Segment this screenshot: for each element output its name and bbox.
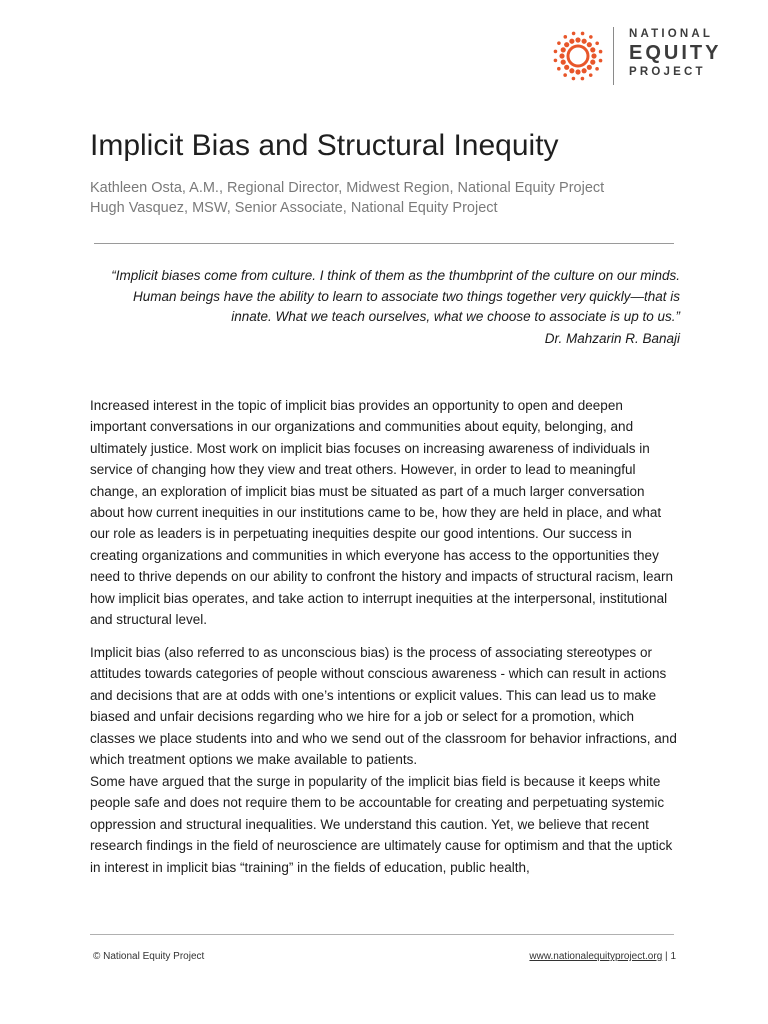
logo-line-national: NATIONAL bbox=[629, 28, 714, 40]
website-link[interactable]: www.nationalequityproject.org bbox=[529, 951, 663, 962]
footer-right bbox=[529, 951, 676, 962]
author-line-2: Hugh Vasquez, MSW, Senior Associate, National Equity Project bbox=[90, 200, 498, 216]
body-paragraph-1: Increased interest in the topic of implicit bias provides an opportunity to open and deepen important conversations in our organizations and communities about equity, belonging, and ultimately justice. Most work on implicit bias focuses on increasing awareness of individuals in service of changing how they view and treat others. However, in order to lead to meaningful change, an exploration of implicit bias must be situated as part of a much larger conversation about how current inequities in our institutions came to be, how they are held in place, and what our role as leaders is in perpetuating inequities despite our good intentions. Our success in creating organizations and communities in which everyone has access to the opportunities they need to thrive depends on our ability to confront the history and impacts of structural racism, learn how implicit bias operates, and take action to interrupt inequities at the interpersonal, institutional and structural level. bbox=[90, 398, 674, 628]
footer-divider bbox=[90, 934, 674, 935]
header-divider bbox=[94, 243, 674, 244]
document-title: Implicit Bias and Structural Inequity bbox=[90, 129, 559, 162]
quote-attribution: Dr. Mahzarin R. Banaji bbox=[544, 331, 680, 346]
logo-divider bbox=[613, 27, 614, 85]
footer-copyright: © National Equity Project bbox=[93, 951, 205, 962]
organization-logo bbox=[552, 27, 732, 87]
page-number: 1 bbox=[670, 951, 676, 962]
logo-line-equity: EQUITY bbox=[629, 42, 722, 64]
author-line-1: Kathleen Osta, A.M., Regional Director, Midwest Region, National Equity Project bbox=[90, 180, 605, 196]
logo-wordmark bbox=[629, 27, 739, 79]
footer-separator: | bbox=[665, 951, 668, 962]
body-paragraph-2: Implicit bias (also referred to as unconscious bias) is the process of associating stereotypes or attitudes towards categories of people without conscious awareness - which can result in actions and decisions that are at odds with one’s intentions or explicit values. This can lead us to make biased and unfair decisions regarding who we hire for a job or select for a promotion, which classes we place students into and who we send out of the classroom for behavior infractions, and which treatment options we make available to patients. bbox=[90, 645, 677, 768]
epigraph-quote: “Implicit biases come from culture. I think of them as the thumbprint of the culture on our minds. Human beings have the ability to learn to associate two things together very quickly—that is innate. What we teach ourselves, what we choose to associate is up to us.” bbox=[111, 268, 680, 324]
logo-line-project: PROJECT bbox=[629, 66, 706, 78]
sunburst-icon bbox=[552, 30, 604, 82]
body-paragraph-3: Some have argued that the surge in popularity of the implicit bias field is because it keeps white people safe and does not require them to be accountable for creating and perpetuating systemic oppression and structural inequalities. We understand this caution. Yet, we believe that recent research findings in the field of neuroscience are ultimately cause for optimism and that the uptick in interest in implicit bias “training” in the fields of education, public health, bbox=[90, 774, 673, 875]
